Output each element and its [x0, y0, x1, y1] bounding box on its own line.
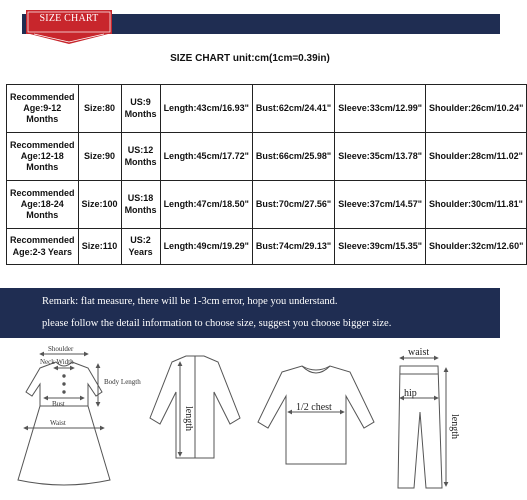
- bust-cell: Bust:62cm/24.41": [252, 85, 334, 133]
- dress-neck-width-label: Neck Width: [40, 358, 74, 366]
- age-cell: Recommended Age:2-3 Years: [7, 229, 79, 265]
- bust-cell: Bust:74cm/29.13": [252, 229, 334, 265]
- sleeve-cell: Sleeve:39cm/15.35": [335, 229, 426, 265]
- shoulder-cell: Shoulder:30cm/11.81": [426, 181, 527, 229]
- shoulder-cell: Shoulder:28cm/11.02": [426, 133, 527, 181]
- length-cell: Length:47cm/18.50": [160, 181, 252, 229]
- sweater-diagram: [258, 366, 374, 464]
- size-cell: Size:80: [78, 85, 121, 133]
- length-cell: Length:49cm/19.29": [160, 229, 252, 265]
- badge-label: SIZE CHART: [39, 13, 99, 24]
- age-cell: Recommended Age:9-12 Months: [7, 85, 79, 133]
- size-cell: Size:100: [78, 181, 121, 229]
- sleeve-cell: Sleeve:33cm/12.99": [335, 85, 426, 133]
- pants-hip-label: hip: [404, 388, 417, 399]
- pants-length-label: length: [449, 414, 460, 439]
- shoulder-cell: Shoulder:32cm/12.60": [426, 229, 527, 265]
- shoulder-cell: Shoulder:26cm/10.24": [426, 85, 527, 133]
- sleeve-cell: Sleeve:37cm/14.57": [335, 181, 426, 229]
- sleeve-cell: Sleeve:35cm/13.78": [335, 133, 426, 181]
- table-row: [7, 133, 527, 181]
- dress-shoulder-label: Shoulder: [48, 345, 74, 353]
- table-row: [7, 229, 527, 265]
- measurement-diagrams: [0, 340, 500, 500]
- dress-bust-label: Bust: [52, 400, 65, 408]
- age-cell: Recommended Age:18-24 Months: [7, 181, 79, 229]
- age-cell: Recommended Age:12-18 Months: [7, 133, 79, 181]
- sweater-chest-label: 1/2 chest: [296, 402, 332, 413]
- shirt-length-label: length: [183, 406, 194, 431]
- size-table: [6, 84, 527, 265]
- pants-waist-label: waist: [408, 347, 430, 358]
- shirt-diagram: [150, 356, 240, 458]
- dress-waist-label: Waist: [50, 419, 66, 427]
- chart-title: SIZE CHART unit:cm(1cm=0.39in): [170, 53, 330, 64]
- size-cell: Size:90: [78, 133, 121, 181]
- length-cell: Length:43cm/16.93": [160, 85, 252, 133]
- size-cell: Size:110: [78, 229, 121, 265]
- dress-body-length-label: Body Length: [104, 378, 141, 386]
- pants-diagram: [398, 358, 446, 488]
- us-cell: US:9 Months: [121, 85, 160, 133]
- bust-cell: Bust:70cm/27.56": [252, 181, 334, 229]
- us-cell: US:18 Months: [121, 181, 160, 229]
- length-cell: Length:45cm/17.72": [160, 133, 252, 181]
- table-row: [7, 181, 527, 229]
- table-row: [7, 85, 527, 133]
- us-cell: US:12 Months: [121, 133, 160, 181]
- remark-line-2: please follow the detail information to choose size, suggest you choose bigger size.: [42, 318, 392, 329]
- remark-line-1: Remark: flat measure, there will be 1-3cm error, hope you understand.: [42, 296, 338, 307]
- us-cell: US:2 Years: [121, 229, 160, 265]
- bust-cell: Bust:66cm/25.98": [252, 133, 334, 181]
